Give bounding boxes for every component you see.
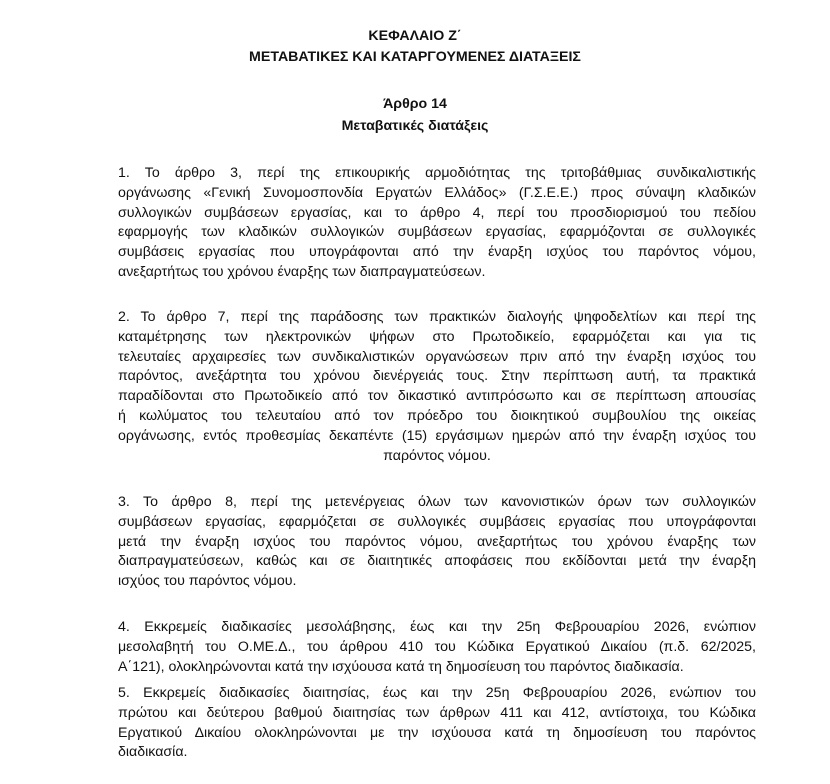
paragraph-line: συλλογικών συμβάσεων εργασίας, και το άρθρο 4, περί του προσδιορισμού του πεδίου bbox=[118, 204, 756, 221]
paragraph-line: ή κωλύματος του τελευταίου από τον πρόεδρο του διοικητικού συμβουλίου της οικείας bbox=[118, 407, 756, 424]
paragraph-line: εφαρμογής των κλαδικών συλλογικών συμβάσεων εργασίας, εφαρμόζονται σε συλλογικές bbox=[118, 224, 756, 241]
paragraph-line: ισχύος του παρόντος νόμου. bbox=[118, 573, 297, 590]
paragraph-line: οργάνωσης, εντός προθεσμίας δεκαπέντε (15) εργάσιμων ημερών από την έναρξη ισχύος του bbox=[118, 427, 756, 444]
paragraph-line: παρόντος νόμου. bbox=[383, 447, 491, 464]
paragraph-line: τελευταίες αρχαιρεσίες των συνδικαλιστικών οργανώσεων πριν από την έναρξη ισχύος του bbox=[118, 348, 756, 365]
paragraph-5 bbox=[118, 684, 756, 763]
paragraph-line: 3. Το άρθρο 8, περί της μετενέργειας όλων των κανονιστικών όρων των συλλογικών bbox=[118, 494, 756, 510]
paragraph-line: συμβάσεων εργασίας, εφαρμόζεται σε συλλογικές συμβάσεις εργασίας που υπογράφονται bbox=[118, 513, 756, 530]
paragraph-line: 2. Το άρθρο 7, περί της παράδοσης των πρακτικών διαλογής ψηφοδελτίων και περί της bbox=[118, 309, 756, 325]
paragraph-2 bbox=[118, 308, 756, 466]
paragraph-line: καταμέτρησης των ηλεκτρονικών ψήφων στο Πρωτοδικείο, εφαρμόζεται και για τις bbox=[118, 328, 756, 345]
paragraph-line: μετά την έναρξη ισχύος του παρόντος νόμου, ανεξαρτήτως του χρόνου έναρξης των bbox=[118, 533, 756, 550]
article-title: Μεταβατικές διατάξεις bbox=[341, 118, 489, 134]
paragraph-line: παρόντος, ανεξάρτητα του χρόνου διενέργειάς τους. Στην περίπτωση αυτή, τα πρακτικά bbox=[118, 368, 756, 385]
paragraph-line: πρώτου και δεύτερου βαθμού διαιτησίας των άρθρων 411 και 412, αντίστοιχα, του Κώδικα bbox=[118, 704, 756, 721]
paragraph-line: 4. Εκκρεμείς διαδικασίες μεσολάβησης, έως και την 25η Φεβρουαρίου 2026, ενώπιον bbox=[118, 619, 756, 635]
paragraph-line: 1. Το άρθρο 3, περί της επικουρικής αρμοδιότητας της τριτοβάθμιας συνδικαλιστικής bbox=[118, 165, 756, 181]
article-label: Άρθρο 14 bbox=[383, 96, 447, 112]
paragraph-line: διαπραγματεύσεων, καθώς και σε διαιτητικές αποφάσεις που εκδίδονται μετά την έναρξη bbox=[118, 553, 756, 570]
paragraph-line: ανεξαρτήτως του χρόνου έναρξης των διαπραγματεύσεων. bbox=[118, 263, 486, 280]
paragraph-line: παραδίδονται στο Πρωτοδικείο από τον δικαστικό αντιπρόσωπο και σε περίπτωση απουσίας bbox=[118, 388, 756, 405]
paragraph-3 bbox=[118, 493, 756, 592]
chapter-label: ΚΕΦΑΛΑΙΟ Ζ΄ bbox=[368, 28, 462, 44]
paragraph-line: Εργατικού Δικαίου ολοκληρώνονται με την ισχύουσα κατά τη δημοσίευση του παρόντος bbox=[118, 724, 756, 741]
paragraph-line: Α΄121), ολοκληρώνονται κατά την ισχύουσα κατά τη δημοσίευση του παρόντος διαδικασία. bbox=[118, 658, 684, 675]
paragraph-4 bbox=[118, 618, 756, 677]
paragraph-line: 5. Εκκρεμείς διαδικασίες διαιτησίας, έως και την 25η Φεβρουαρίου 2026, ενώπιον του bbox=[118, 685, 756, 701]
chapter-title: ΜΕΤΑΒΑΤΙΚΕΣ ΚΑΙ ΚΑΤΑΡΓΟΥΜΕΝΕΣ ΔΙΑΤΑΞΕΙΣ bbox=[249, 49, 581, 65]
paragraph-line: οργάνωσης «Γενική Συνομοσπονδία Εργατών Ελλάδος» (Γ.Σ.Ε.Ε.) προς σύναψη κλαδικών bbox=[118, 184, 756, 201]
paragraph-1 bbox=[118, 164, 756, 283]
paragraph-line: μεσολαβητή του Ο.ΜΕ.Δ., του άρθρου 410 του Κώδικα Εργατικού Δικαίου (π.δ. 62/2025, bbox=[118, 638, 756, 655]
paragraph-line: διαδικασία. bbox=[118, 744, 188, 761]
paragraph-line: συμβάσεις εργασίας που υπογράφονται από την έναρξη ισχύος του παρόντος νόμου, bbox=[118, 244, 756, 261]
